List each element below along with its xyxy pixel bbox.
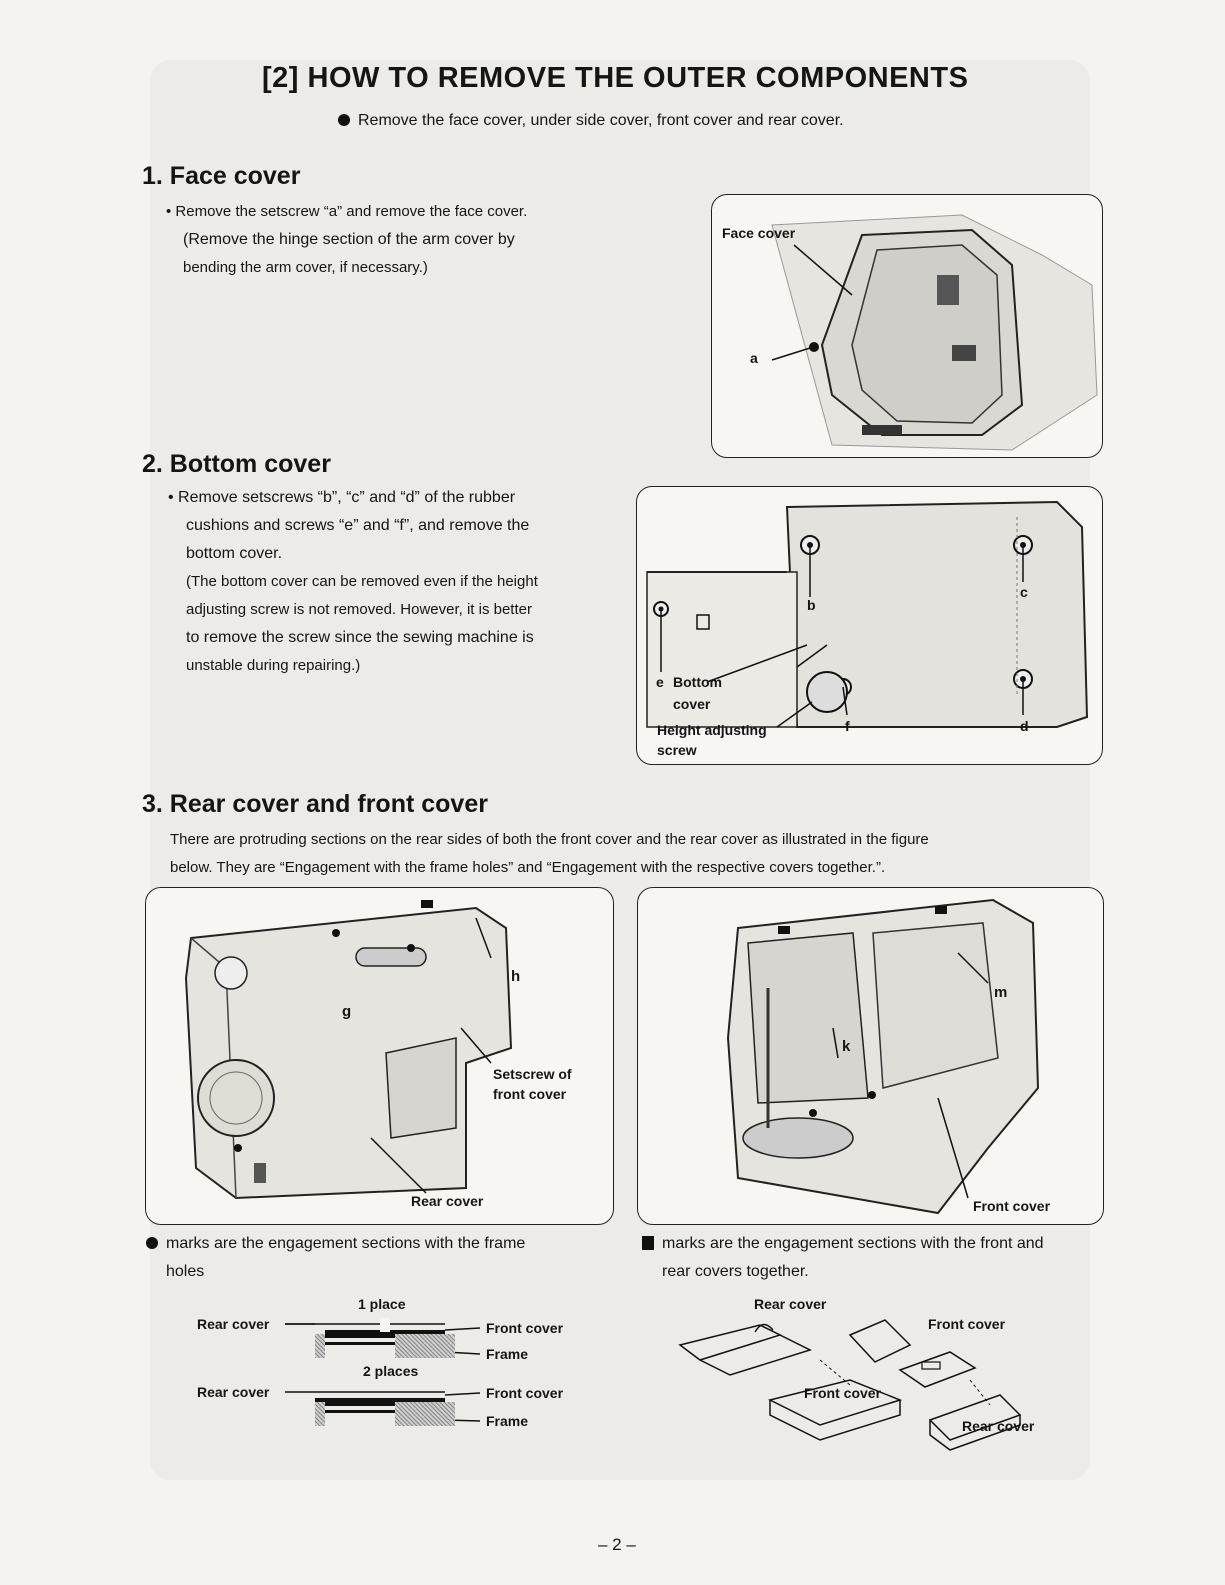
label-two-places: 2 places <box>363 1363 419 1379</box>
figure-rear-cover <box>145 887 614 1225</box>
section-heading-face-cover: 1. Face cover <box>142 162 301 190</box>
section-heading-bottom-cover: 2. Bottom cover <box>142 450 331 478</box>
frame-hatch-top <box>395 1334 455 1358</box>
bullet-small-icon: • <box>168 489 179 506</box>
frame-hatch-side-top <box>315 1334 325 1358</box>
note-frame-holes: marks are the engagement sections with the frame holes <box>146 1230 616 1286</box>
square-mark-icon <box>642 1236 654 1250</box>
covers-together-diagram <box>670 1290 1090 1460</box>
label-b: b <box>807 597 816 613</box>
frame-hatch-side-bottom <box>315 1402 325 1426</box>
detail-covers-together <box>670 1290 1090 1460</box>
page-number: – 2 – <box>598 1535 636 1554</box>
frame-hatch-bottom <box>395 1402 455 1426</box>
label-front-cover-right: Front cover <box>973 1198 1051 1214</box>
label-front-cover-mid: Front cover <box>804 1385 882 1401</box>
section-bottom-cover-text: • Remove setscrews “b”, “c” and “d” of the rubber cushions and screws “e” and “f”, and remove the bottom cover. (The bottom cover can be removed even if the height adjusting screw is not removed. However, it is better to remove the screw since the sewing machine is unstable during repairing.) <box>168 489 538 674</box>
bullet-icon <box>338 114 350 126</box>
label-one-place: 1 place <box>358 1296 406 1312</box>
figure-bottom-cover <box>636 486 1103 765</box>
label-front-cover-top: Front cover <box>928 1316 1006 1332</box>
figure-face-cover <box>711 194 1103 458</box>
bullet-small-icon: • <box>166 203 176 220</box>
label-f: f <box>845 718 850 734</box>
label-face-cover: Face cover <box>722 225 796 241</box>
label-setscrew-of: Setscrew of <box>493 1066 572 1082</box>
label-a: a <box>750 350 758 366</box>
label-screw: screw <box>657 742 697 758</box>
label-rear-cover-detail-2: Rear cover <box>197 1384 270 1400</box>
label-rear-cover-bottom: Rear cover <box>962 1418 1035 1434</box>
detail-frame-holes <box>190 1290 610 1440</box>
label-d: d <box>1020 718 1029 734</box>
section-rear-front-text: There are protruding sections on the rear sides of both the front cover and the rear cover as illustrated in the figure below. They are “Engagement with the frame holes” and “Engagement with the respective covers together.”. <box>170 831 929 876</box>
label-h: h <box>511 968 521 985</box>
label-k: k <box>842 1038 851 1055</box>
label-front-cover-setscrew: front cover <box>493 1086 567 1102</box>
label-bottom-cover-2: cover <box>673 696 711 712</box>
label-rear-cover-top: Rear cover <box>754 1296 827 1312</box>
label-front-cover-detail-2: Front cover <box>486 1385 564 1401</box>
label-rear-cover-detail-1: Rear cover <box>197 1316 270 1332</box>
figure-front-cover <box>637 887 1104 1225</box>
label-rear-cover: Rear cover <box>411 1193 484 1209</box>
label-frame-detail-1: Frame <box>486 1346 529 1362</box>
page-subtitle: Remove the face cover, under side cover, front cover and rear cover. <box>338 112 844 130</box>
label-c: c <box>1020 584 1028 600</box>
note-covers-together: marks are the engagement sections with the front and rear covers together. <box>642 1230 1112 1286</box>
page-title: [2] HOW TO REMOVE THE OUTER COMPONENTS <box>262 62 969 94</box>
label-m: m <box>994 984 1008 1001</box>
section-face-cover-text: • Remove the setscrew “a” and remove the face cover. (Remove the hinge section of the arm cover by bending the arm cover, if necessary.) <box>166 203 528 276</box>
label-e: e <box>656 674 664 690</box>
label-height-adjusting: Height adjusting <box>657 722 767 738</box>
section-heading-rear-front-cover: 3. Rear cover and front cover <box>142 790 488 818</box>
bullet-icon <box>146 1237 158 1249</box>
label-front-cover-detail-1: Front cover <box>486 1320 564 1336</box>
label-bottom-cover-1: Bottom <box>673 674 722 690</box>
rear-cover-illustration <box>146 888 613 1224</box>
label-frame-detail-2: Frame <box>486 1413 529 1429</box>
label-g: g <box>342 1003 352 1020</box>
front-cover-illustration <box>638 888 1103 1224</box>
